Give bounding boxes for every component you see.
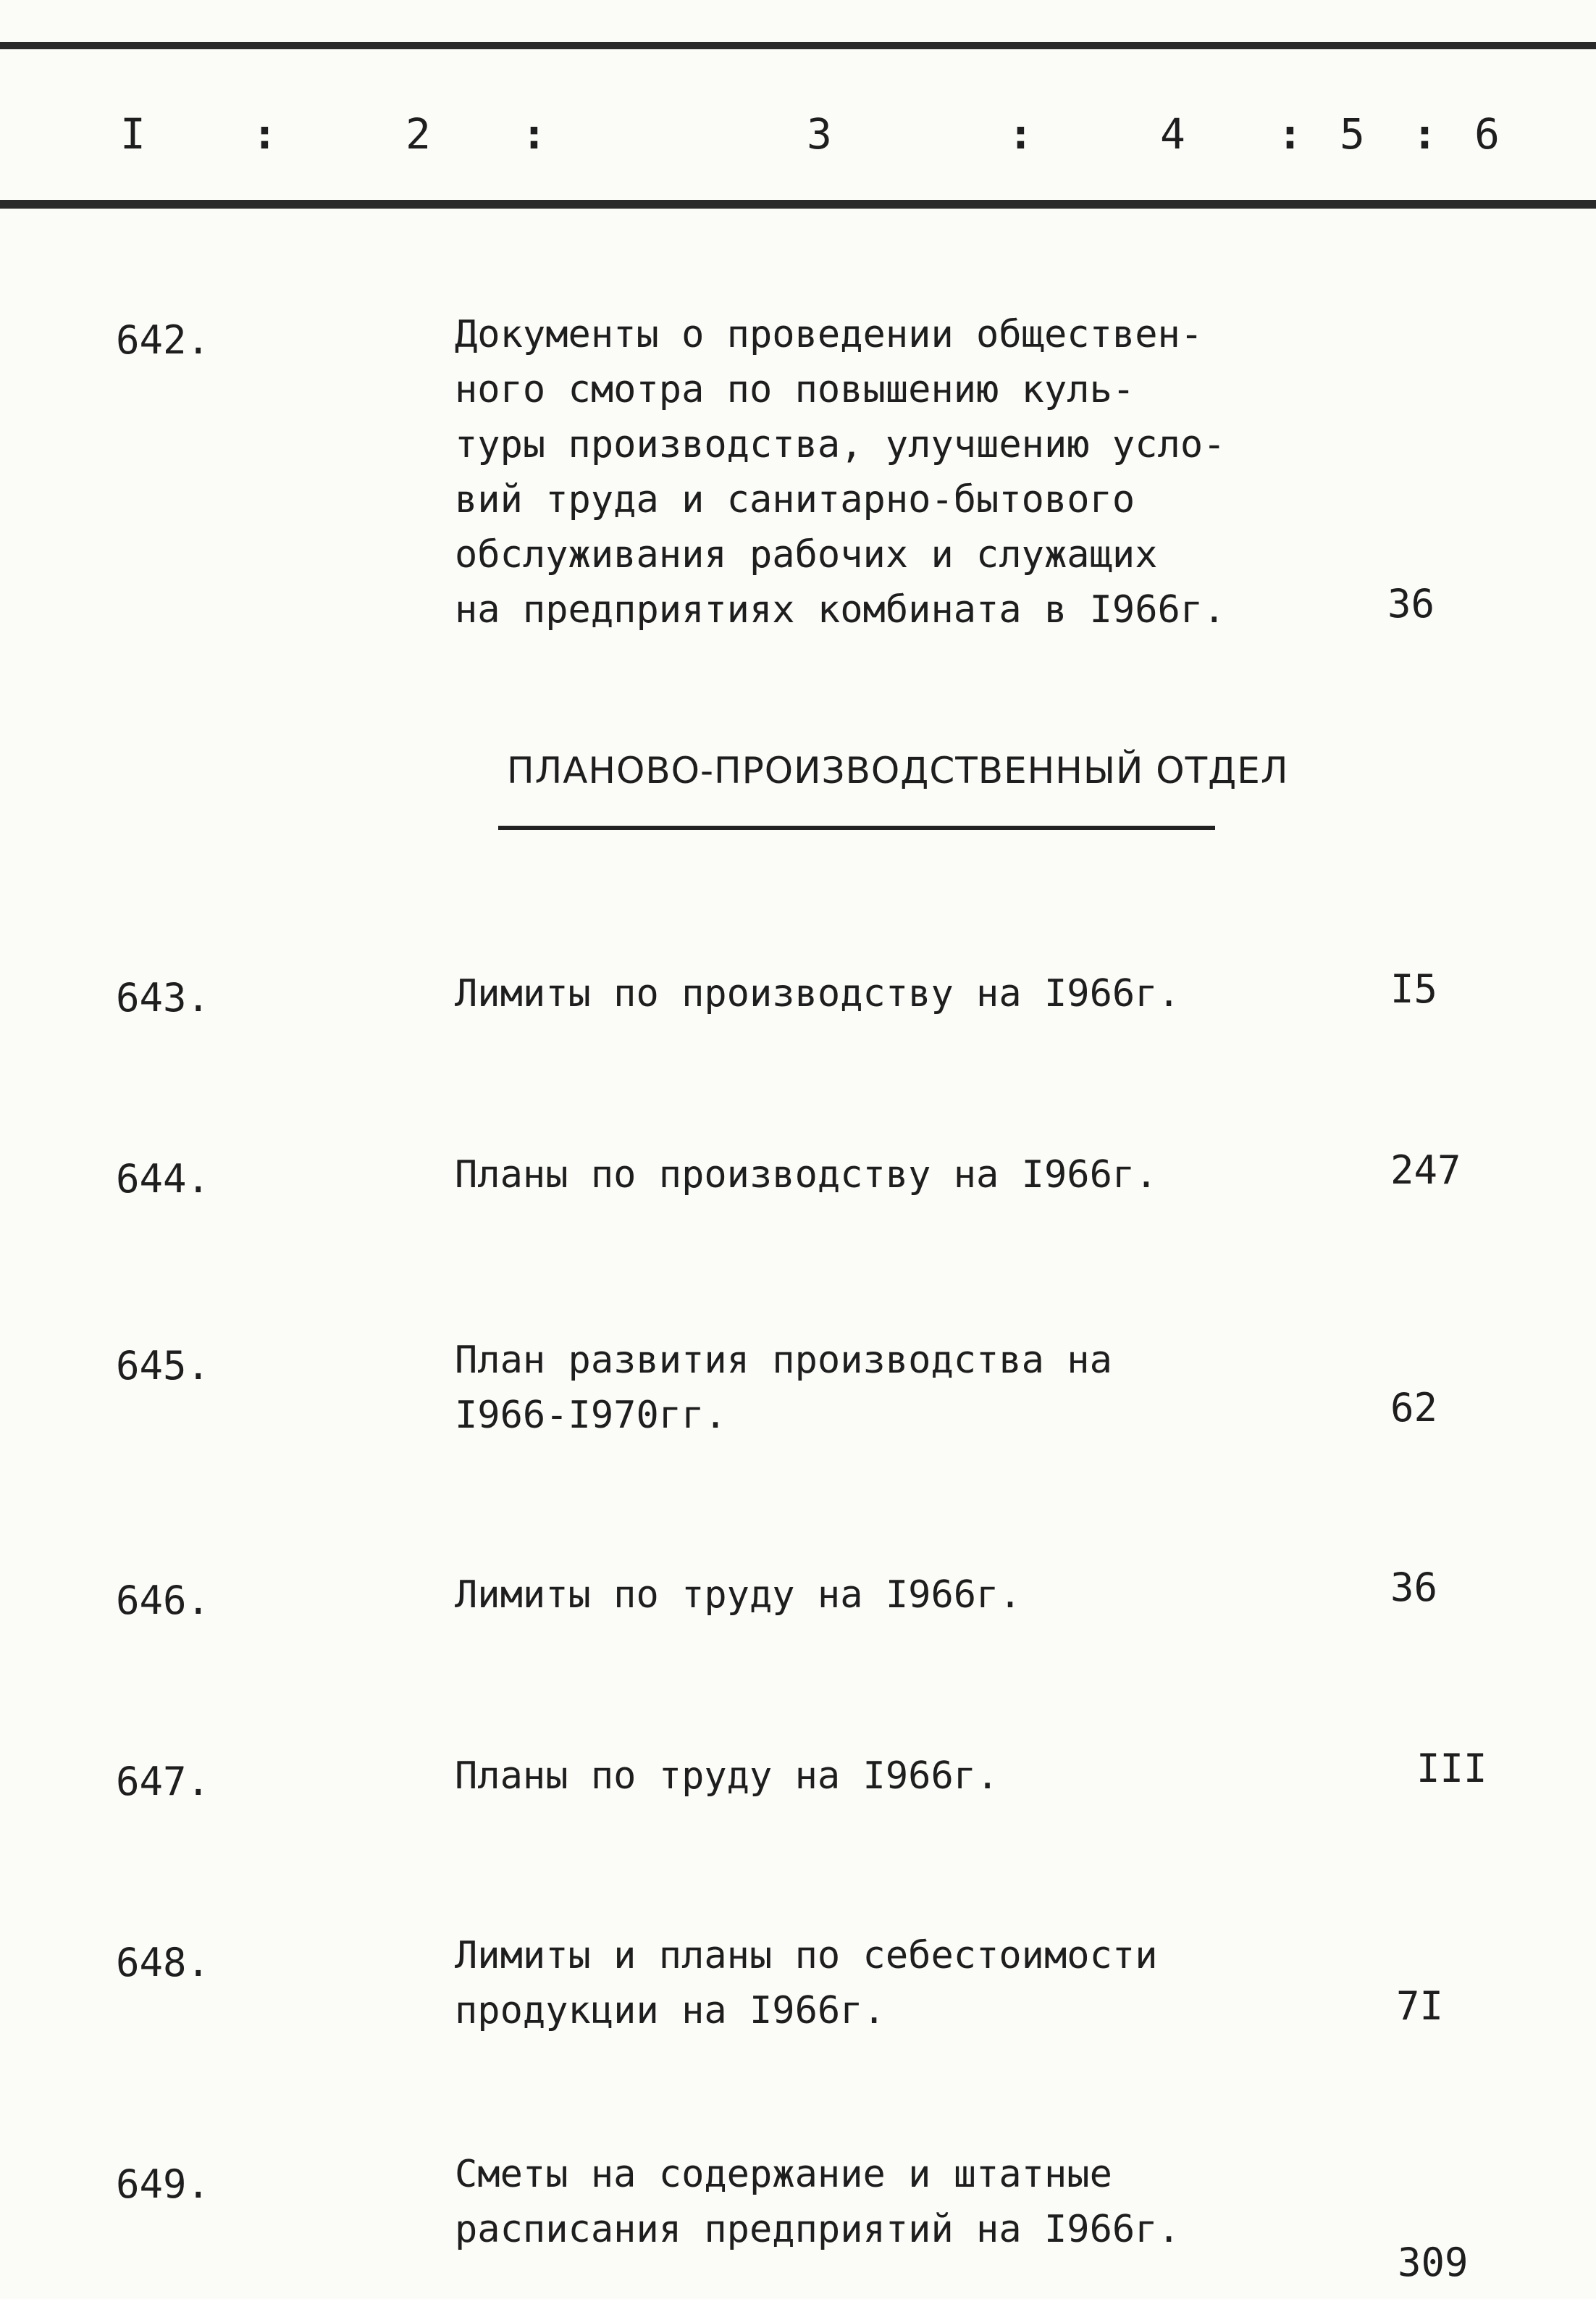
column-header-3: 3: [807, 109, 832, 159]
entry-number: 648.: [116, 1940, 211, 1985]
entry-title: Лимиты и планы по себестоимости продукции на I966г.: [455, 1934, 1158, 2032]
entry-page-count: 7I: [1396, 1983, 1444, 2029]
entry-title: Лимиты по труду на I966г.: [455, 1573, 1022, 1617]
entry-title: Планы по производству на I966г.: [455, 1153, 1158, 1197]
column-separator: :: [1277, 109, 1303, 159]
column-separator: :: [521, 109, 547, 159]
entry-page-count: III: [1416, 1746, 1487, 1791]
entry-number: 647.: [116, 1759, 211, 1804]
entry-number: 643.: [116, 975, 211, 1021]
entry-page-count: 247: [1390, 1147, 1461, 1193]
entry-title: Лимиты по производству на I966г.: [455, 972, 1180, 1016]
entry-number: 645.: [116, 1343, 211, 1389]
entry-number: 649.: [116, 2161, 211, 2207]
entry-title: Планы по труду на I966г.: [455, 1754, 999, 1798]
column-separator: :: [1008, 109, 1033, 159]
header-bottom-rule: [0, 200, 1596, 209]
column-header-5: 5: [1340, 109, 1365, 159]
entry-title: Документы о проведении обществен- ного смотра по повышению куль- туры производства, улучшению усло- вий труда и санитарно-бытового обслуживания рабочих и служащих на предприятиях комбината в I966г.: [455, 313, 1226, 632]
column-separator: :: [1412, 109, 1437, 159]
column-header-6: 6: [1474, 109, 1500, 159]
entry-number: 646.: [116, 1578, 211, 1623]
column-separator: :: [252, 109, 277, 159]
section-heading: ПЛАНОВО-ПРОИЗВОДСТВЕННЫЙ ОТДЕЛ: [507, 750, 1289, 792]
column-header-4: 4: [1160, 109, 1185, 159]
entry-page-count: 36: [1390, 1565, 1438, 1610]
entry-page-count: 309: [1398, 2240, 1469, 2285]
entry-title: Сметы на содержание и штатные расписания предприятий на I966г.: [455, 2153, 1180, 2251]
section-heading-underline: [498, 826, 1215, 830]
entry-page-count: 36: [1387, 581, 1435, 627]
entry-number: 642.: [116, 317, 211, 363]
column-header-2: 2: [406, 109, 431, 159]
header-top-rule: [0, 42, 1596, 49]
entry-number: 644.: [116, 1156, 211, 1202]
entry-page-count: I5: [1390, 966, 1438, 1012]
entry-page-count: 62: [1390, 1385, 1438, 1431]
column-header-1: I: [120, 109, 146, 159]
entry-title: План развития производства на I966-I970гг.: [455, 1339, 1112, 1437]
